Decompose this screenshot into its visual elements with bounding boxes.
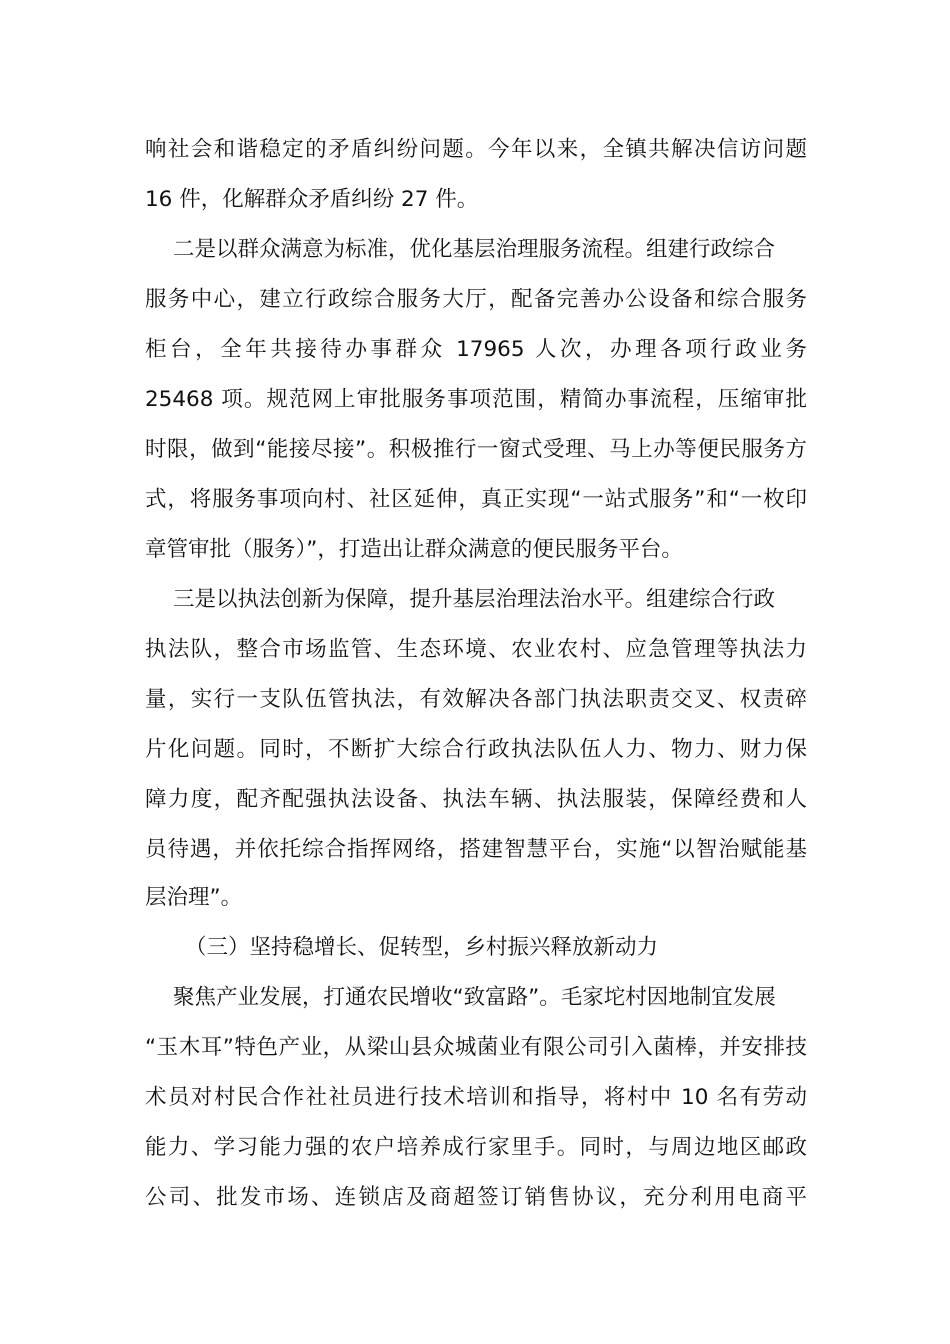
- paragraph-line: 片化问题。同时，不断扩大综合行政执法队伍人力、物力、财力保: [145, 737, 807, 762]
- paragraph-line: 响社会和谐稳定的矛盾纠纷问题。今年以来，全镇共解决信访问题: [145, 137, 807, 162]
- paragraph-line: 服务中心，建立行政综合服务大厅，配备完善办公设备和综合服务: [145, 287, 807, 312]
- paragraph-line: 术员对村民合作社社员进行技术培训和指导，将村中 10 名有劳动: [145, 1085, 807, 1110]
- paragraph-line: 员待遇，并依托综合指挥网络，搭建智慧平台，实施“以智治赋能基: [145, 837, 807, 862]
- paragraph-line: 量，实行一支队伍管执法，有效解决各部门执法职责交叉、权责碎: [145, 687, 807, 712]
- paragraph-first-line: 二是以群众满意为标准，优化基层治理服务流程。组建行政综合: [173, 237, 776, 262]
- paragraph-line: 执法队，整合市场监管、生态环境、农业农村、应急管理等执法力: [145, 637, 807, 662]
- paragraph-line: “玉木耳”特色产业，从梁山县众城菌业有限公司引入菌棒，并安排技: [145, 1035, 807, 1060]
- paragraph-line: 章管审批（服务）”，打造出让群众满意的便民服务平台。: [145, 537, 683, 562]
- paragraph-line: 时限，做到“能接尽接”。积极推行一窗式受理、马上办等便民服务方: [145, 437, 807, 462]
- paragraph-line: 能力、学习能力强的农户培养成行家里手。同时，与周边地区邮政: [145, 1135, 807, 1160]
- paragraph-line: 16 件，化解群众矛盾纠纷 27 件。: [145, 187, 479, 212]
- paragraph-first-line: 三是以执法创新为保障，提升基层治理法治水平。组建综合行政: [173, 587, 776, 612]
- section-heading: （三）坚持稳增长、促转型，乡村振兴释放新动力: [185, 935, 659, 960]
- paragraph-line: 式，将服务事项向村、社区延伸，真正实现“一站式服务”和“一枚印: [145, 487, 807, 512]
- paragraph-line: 层治理”。: [145, 885, 243, 910]
- paragraph-line: 柜台，全年共接待办事群众 17965 人次，办理各项行政业务: [145, 337, 807, 362]
- paragraph-line: 障力度，配齐配强执法设备、执法车辆、执法服装，保障经费和人: [145, 787, 807, 812]
- paragraph-line: 25468 项。规范网上审批服务事项范围，精简办事流程，压缩审批: [145, 387, 807, 412]
- paragraph-line: 公司、批发市场、连锁店及商超签订销售协议，充分利用电商平: [145, 1185, 807, 1210]
- paragraph-first-line: 聚焦产业发展，打通农民增收“致富路”。毛家坨村因地制宜发展: [173, 985, 776, 1010]
